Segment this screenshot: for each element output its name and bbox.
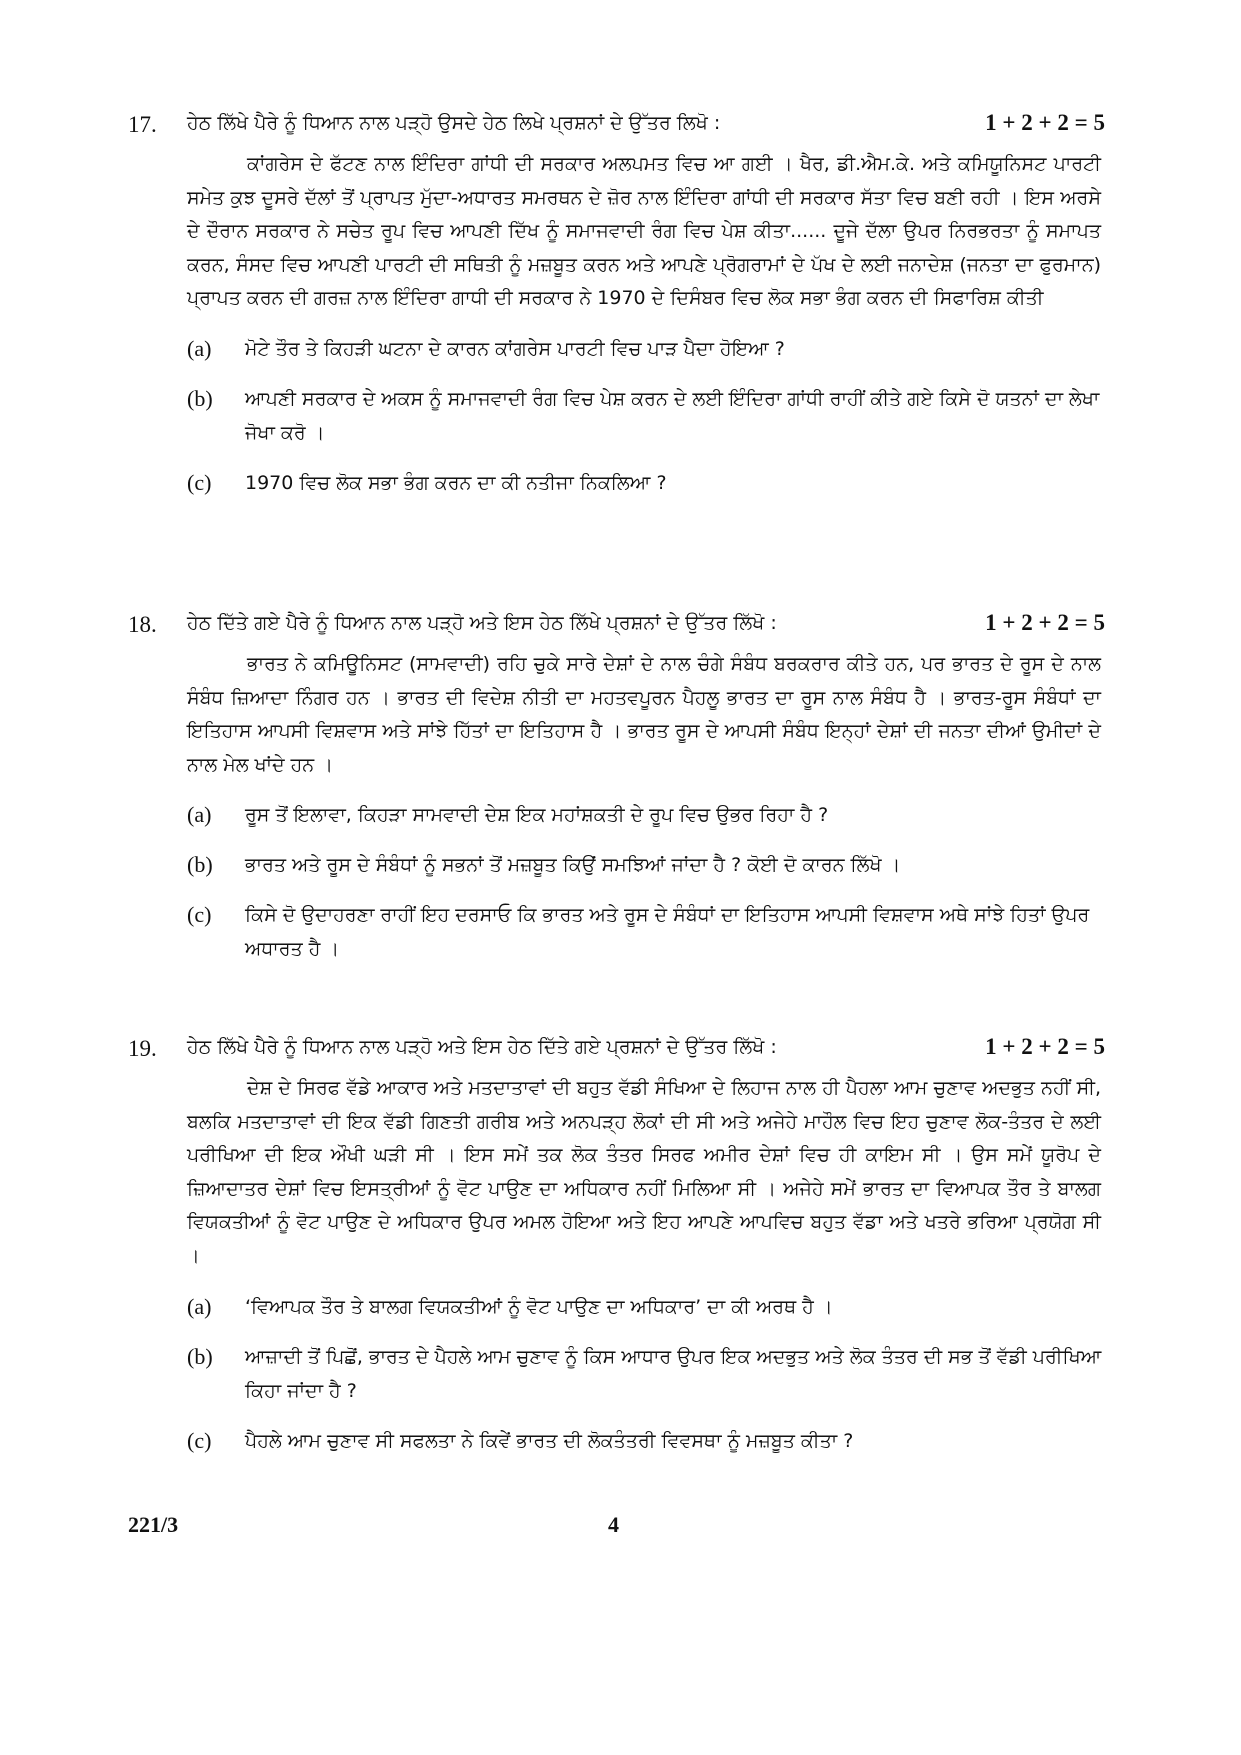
subpart-a	[0, 798, 1241, 832]
passage: ਭਾਰਤ ਨੇ ਕਮਿਊਨਿਸਟ (ਸਾਮਵਾਦੀ) ਰਹਿ ਚੁਕੇ ਸਾਰੇ ਦੇਸ਼ਾਂ ਦੇ ਨਾਲ ਚੰਗੇ ਸੰਬੰਧ ਬਰਕਰਾਰ ਕੀਤੇ ਹਨ, ਪਰ ਭਾਰਤ ਦੇ ਰੂਸ ਦੇ ਨਾਲ ਸੰਬੰਧ ਜ਼ਿਆਦਾ ਨਿੰਗਰ ਹਨ । ਭਾਰਤ ਦੀ ਵਿਦੇਸ਼ ਨੀਤੀ ਦਾ ਮਹਤਵਪੂਰਨ ਪੈਹਲੂ ਭਾਰਤ ਦਾ ਰੂਸ ਨਾਲ ਸੰਬੰਧ ਹੈ । ਭਾਰਤ-ਰੂਸ ਸੰਬੰਧਾਂ ਦਾ ਇਤਿਹਾਸ ਆਪਸੀ ਵਿਸ਼ਵਾਸ ਅਤੇ ਸਾਂਝੇ ਹਿੱਤਾਂ ਦਾ ਇਤਿਹਾਸ ਹੈ । ਭਾਰਤ ਰੂਸ ਦੇ ਆਪਸੀ ਸੰਬੰਧ ਇਨ੍ਹਾਂ ਦੇਸ਼ਾਂ ਦੀ ਜਨਤਾ ਦੀਆਂ ਉਮੀਦਾਂ ਦੇ ਨਾਲ ਮੇਲ ਖਾਂਦੇ ਹਨ ।	[187, 653, 1101, 776]
subpart-text: ਆਜ਼ਾਦੀ ਤੋਂ ਪਿਛੋਂ, ਭਾਰਤ ਦੇ ਪੈਹਲੇ ਆਮ ਚੁਣਾਵ ਨੂੰ ਕਿਸ ਆਧਾਰ ਉਪਰ ਇਕ ਅਦਭੁਤ ਅਤੇ ਲੋਕ ਤੰਤਰ ਦੀ ਸਭ ਤੋਂ ਵੱਡੀ ਪਰੀਖਿਆ ਕਿਹਾ ਜਾਂਦਾ ਹੈ ?	[245, 1345, 1102, 1402]
question-header	[0, 604, 1241, 648]
question-number: 19.	[128, 1036, 157, 1061]
subpart-label: (b)	[187, 852, 213, 878]
subpart-a	[0, 1290, 1241, 1324]
subpart-b	[0, 382, 1241, 450]
subpart-b	[0, 1340, 1241, 1408]
question-header	[0, 1028, 1241, 1072]
subpart-label: (a)	[187, 802, 212, 828]
subpart-label: (a)	[187, 335, 212, 361]
subpart-label: (b)	[187, 1343, 213, 1369]
question-marks: 1 + 2 + 2 = 5	[985, 110, 1105, 135]
passage: ਕਾਂਗਰੇਸ ਦੇ ਫੱਟਣ ਨਾਲ ਇੰਦਿਰਾ ਗਾਂਧੀ ਦੀ ਸਰਕਾਰ ਅਲਪਮਤ ਵਿਚ ਆ ਗਈ । ਖੈਰ, ਡੀ.ਐਮ.ਕੇ. ਅਤੇ ਕਮਿਯੂਨਿਸਟ ਪਾਰਟੀ ਸਮੇਤ ਕੁਝ ਦੂਸਰੇ ਦੱਲਾਂ ਤੋਂ ਪ੍ਰਾਪਤ ਮੁੱਦਾ-ਅਧਾਰਤ ਸਮਰਥਨ ਦੇ ਜ਼ੋਰ ਨਾਲ ਇੰਦਿਰਾ ਗਾਂਧੀ ਦੀ ਸਰਕਾਰ ਸੱਤਾ ਵਿਚ ਬਣੀ ਰਹੀ । ਇਸ ਅਰਸੇ ਦੇ ਦੌਰਾਨ ਸਰਕਾਰ ਨੇ ਸਚੇਤ ਰੂਪ ਵਿਚ ਆਪਣੀ ਦਿੱਖ ਨੂੰ ਸਮਾਜਵਾਦੀ ਰੰਗ ਵਿਚ ਪੇਸ਼ ਕੀਤਾ...... ਦੂਜੇ ਦੱਲਾ ਉਪਰ ਨਿਰਭਰਤਾ ਨੂੰ ਸਮਾਪਤ ਕਰਨ, ਸੰਸਦ ਵਿਚ ਆਪਣੀ ਪਾਰਟੀ ਦੀ ਸਥਿਤੀ ਨੂੰ ਮਜ਼ਬੂਤ ਕਰਨ ਅਤੇ ਆਪਣੇ ਪ੍ਰੋਗਰਾਮਾਂ ਦੇ ਪੱਖ ਦੇ ਲਈ ਜਨਾਦੇਸ਼ (ਜਨਤਾ ਦਾ ਫੁਰਮਾਨ) ਪ੍ਰਾਪਤ ਕਰਨ ਦੀ ਗਰਜ਼ ਨਾਲ ਇੰਦਿਰਾ ਗਾਧੀ ਦੀ ਸਰਕਾਰ ਨੇ 1970 ਦੇ ਦਿਸੰਬਰ ਵਿਚ ਲੋਕ ਸਭਾ ਭੰਗ ਕਰਨ ਦੀ ਸਿਫਾਰਿਸ਼ ਕੀਤੀ	[187, 153, 1101, 310]
subpart-text: ਰੂਸ ਤੋਂ ਇਲਾਵਾ, ਕਿਹੜਾ ਸਾਮਵਾਦੀ ਦੇਸ਼ ਇਕ ਮਹਾਂਸ਼ਕਤੀ ਦੇ ਰੂਪ ਵਿਚ ਉਭਰ ਰਿਹਾ ਹੈ ?	[245, 804, 829, 827]
subpart-a	[0, 332, 1241, 366]
question-18	[0, 604, 1241, 966]
subpart-label: (c)	[187, 1427, 212, 1453]
question-prompt: ਹੇਠ ਲਿੱਖੇ ਪੈਰੇ ਨੂੰ ਧਿਆਨ ਨਾਲ ਪੜ੍ਹੋ ਉਸਦੇ ਹੇਠ ਲਿਖੇ ਪ੍ਰਸ਼ਨਾਂ ਦੇ ਉੱਤਰ ਲਿਖੋ :	[187, 112, 721, 134]
question-number: 18.	[128, 612, 157, 637]
question-number: 17.	[128, 112, 157, 137]
subpart-label: (b)	[187, 385, 213, 411]
question-prompt: ਹੇਠ ਦਿੱਤੇ ਗਏ ਪੈਰੇ ਨੂੰ ਧਿਆਨ ਨਾਲ ਪੜ੍ਹੋ ਅਤੇ ਇਸ ਹੇਠ ਲਿੱਖੇ ਪ੍ਰਸ਼ਨਾਂ ਦੇ ਉੱਤਰ ਲਿੱਖੋ :	[187, 612, 777, 634]
subpart-text: ਭਾਰਤ ਅਤੇ ਰੂਸ ਦੇ ਸੰਬੰਧਾਂ ਨੂੰ ਸਭਨਾਂ ਤੋਂ ਮਜ਼ਬੂਤ ਕਿਉਂ ਸਮਝਿਆਂ ਜਾਂਦਾ ਹੈ ? ਕੋਈ ਦੋ ਕਾਰਨ ਲਿੱਖੋ ।	[245, 854, 901, 877]
subpart-text: ਆਪਣੀ ਸਰਕਾਰ ਦੇ ਅਕਸ ਨੂੰ ਸਮਾਜਵਾਦੀ ਰੰਗ ਵਿਚ ਪੇਸ਼ ਕਰਨ ਦੇ ਲਈ ਇੰਦਿਰਾ ਗਾਂਧੀ ਰਾਹੀਂ ਕੀਤੇ ਗਏ ਕਿਸੇ ਦੋ ਯਤਨਾਂ ਦਾ ਲੇਖਾ ਜੋਖਾ ਕਰੋ ।	[245, 387, 1100, 444]
paper-code: 221/3	[128, 1512, 179, 1537]
subpart-b	[0, 848, 1241, 882]
subpart-c	[0, 898, 1241, 966]
subpart-label: (a)	[187, 1293, 212, 1319]
subpart-text: ਮੋਟੇ ਤੌਰ ਤੇ ਕਿਹੜੀ ਘਟਨਾ ਦੇ ਕਾਰਨ ਕਾਂਗਰੇਸ ਪਾਰਟੀ ਵਿਚ ਪਾੜ ਪੈਦਾ ਹੋਇਆ ?	[245, 337, 785, 360]
subpart-label: (c)	[187, 469, 212, 495]
subpart-text: ਕਿਸੇ ਦੋ ਉਦਾਹਰਣਾ ਰਾਹੀਂ ਇਹ ਦਰਸਾਓ ਕਿ ਭਾਰਤ ਅਤੇ ਰੂਸ ਦੇ ਸੰਬੰਧਾਂ ਦਾ ਇਤਿਹਾਸ ਆਪਸੀ ਵਿਸ਼ਵਾਸ ਅਥੇ ਸਾਂਝੇ ਹਿਤਾਂ ਉਪਰ ਅਧਾਰਤ ਹੈ ।	[245, 904, 1090, 961]
passage: ਦੇਸ਼ ਦੇ ਸਿਰਫ ਵੱਡੇ ਆਕਾਰ ਅਤੇ ਮਤਦਾਤਾਵਾਂ ਦੀ ਬਹੁਤ ਵੱਡੀ ਸੰਖਿਆ ਦੇ ਲਿਹਾਜ ਨਾਲ ਹੀ ਪੈਹਲਾ ਆਮ ਚੁਣਾਵ ਅਦਭੁਤ ਨਹੀਂ ਸੀ, ਬਲਕਿ ਮਤਦਾਤਾਵਾਂ ਦੀ ਇਕ ਵੱਡੀ ਗਿਣਤੀ ਗਰੀਬ ਅਤੇ ਅਨਪੜ੍ਹ ਲੋਕਾਂ ਦੀ ਸੀ ਅਤੇ ਅਜੇਹੇ ਮਾਹੌਲ ਵਿਚ ਇਹ ਚੁਣਾਵ ਲੋਕ-ਤੰਤਰ ਦੇ ਲਈ ਪਰੀਖਿਆ ਦੀ ਇਕ ਔਖੀ ਘੜੀ ਸੀ । ਇਸ ਸਮੇਂ ਤਕ ਲੋਕ ਤੰਤਰ ਸਿਰਫ ਅਮੀਰ ਦੇਸ਼ਾਂ ਵਿਚ ਹੀ ਕਾਇਮ ਸੀ । ਉਸ ਸਮੇਂ ਯੂਰੋਪ ਦੇ ਜ਼ਿਆਦਾਤਰ ਦੇਸ਼ਾਂ ਵਿਚ ਇਸਤ੍ਰੀਆਂ ਨੂੰ ਵੋਟ ਪਾਉਣ ਦਾ ਅਧਿਕਾਰ ਨਹੀਂ ਮਿਲਿਆ ਸੀ । ਅਜੇਹੇ ਸਮੇਂ ਭਾਰਤ ਦਾ ਵਿਆਪਕ ਤੌਰ ਤੇ ਬਾਲਗ ਵਿਯਕਤੀਆਂ ਨੂੰ ਵੋਟ ਪਾਉਣ ਦੇ ਅਧਿਕਾਰ ਉਪਰ ਅਮਲ ਹੋਇਆ ਅਤੇ ਇਹ ਆਪਣੇ ਆਪਵਿਚ ਬਹੁਤ ਵੱਡਾ ਅਤੇ ਖਤਰੇ ਭਰਿਆ ਪ੍ਰਯੋਗ ਸੀ ।	[187, 1077, 1101, 1267]
question-prompt: ਹੇਠ ਲਿੱਖੇ ਪੈਰੇ ਨੂੰ ਧਿਆਨ ਨਾਲ ਪੜ੍ਹੋ ਅਤੇ ਇਸ ਹੇਠ ਦਿੱਤੇ ਗਏ ਪ੍ਰਸ਼ਨਾਂ ਦੇ ਉੱਤਰ ਲਿੱਖੋ :	[187, 1036, 777, 1058]
question-header	[0, 104, 1241, 148]
subpart-c	[0, 1424, 1241, 1458]
question-marks: 1 + 2 + 2 = 5	[985, 610, 1105, 635]
question-19	[0, 1028, 1241, 1458]
subpart-text: 1970 ਵਿਚ ਲੋਕ ਸਭਾ ਭੰਗ ਕਰਨ ਦਾ ਕੀ ਨਤੀਜਾ ਨਿਕਲਿਆ ?	[245, 471, 667, 494]
subpart-text: ਪੈਹਲੇ ਆਮ ਚੁਣਾਵ ਸੀ ਸਫਲਤਾ ਨੇ ਕਿਵੇਂ ਭਾਰਤ ਦੀ ਲੋਕਤੰਤਰੀ ਵਿਵਸਥਾ ਨੂੰ ਮਜ਼ਬੂਤ ਕੀਤਾ ?	[245, 1429, 854, 1452]
subpart-text: ‘ਵਿਆਪਕ ਤੌਰ ਤੇ ਬਾਲਗ ਵਿਯਕਤੀਆਂ ਨੂੰ ਵੋਟ ਪਾਉਣ ਦਾ ਅਧਿਕਾਰ’ ਦਾ ਕੀ ਅਰਥ ਹੈ ।	[245, 1295, 833, 1318]
question-17	[0, 104, 1241, 500]
subpart-c	[0, 466, 1241, 500]
question-marks: 1 + 2 + 2 = 5	[985, 1034, 1105, 1059]
page-number: 4	[608, 1512, 619, 1537]
subpart-label: (c)	[187, 902, 212, 928]
